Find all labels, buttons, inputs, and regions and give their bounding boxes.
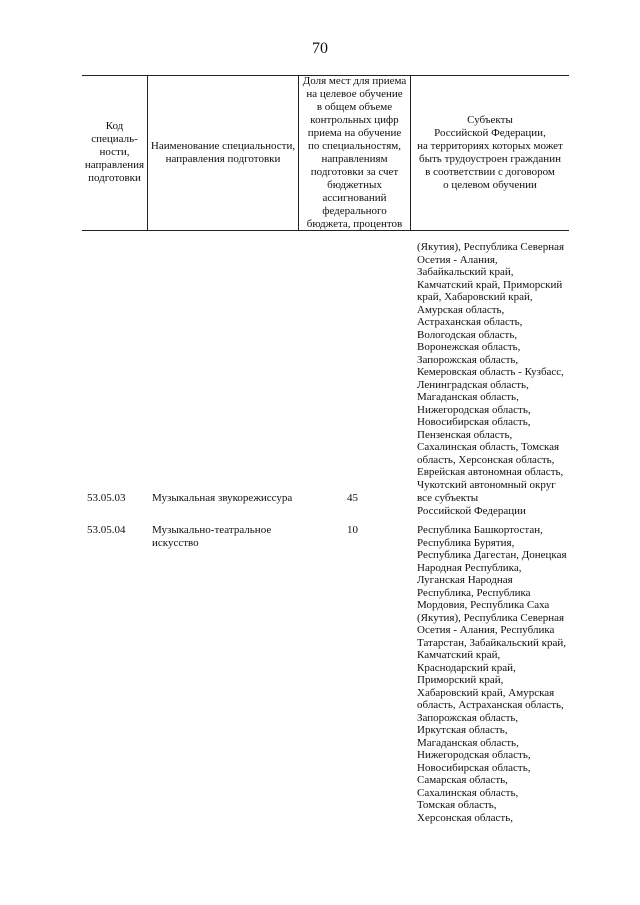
row-1-code: 53.05.03 [87,492,126,504]
row-2-name: Музыкально-театральное искусство [152,524,272,549]
header-name: Наименование специальности, направления подготовки [150,139,296,165]
row-2-subjects: Республика Башкортостан, Республика Бурятия, Республика Дагестан, Донецкая Народная Республика, Луганская Народная Республика, Республика Мордовия, Республика Саха (Якутия), Республика Северная Осетия - Алания, Республика Татарстан, Забайкальский край, Камчатский край, Краснодарский край, Приморский край, Хабаровский край, Амурская область, Астраханская область, Запорожская область, Иркутская область, Магаданская область, Нижегородская область, Новосибирская область, Самарская область, Сахалинская область, Томская область, Херсонская область, [417,524,567,824]
header-subjects: Субъекты Российской Федерации, на территориях которых может быть трудоустроен гражданин в соответствии с договором о целевом обучении [417,113,563,191]
page-number: 70 [312,40,328,57]
row-2-share: 10 [347,524,358,536]
header-code: Код специаль- ности, направления подготовки [84,120,145,184]
continuation-subjects-cell: (Якутия), Республика Северная Осетия - Алания, Забайкальский край, Камчатский край, Приморский край, Хабаровский край, Амурская область, Астраханская область, Вологодская область, Воронежская область, Запорожская область, Кемеровская область - Кузбасс, Ленинградская область, Магаданская область, Нижегородская область, Новосибирская область, Пензенская область, Сахалинская область, Томская область, Херсонская область, Еврейская автономная область, Чукотский автономный округ [417,241,565,491]
row-1-share: 45 [347,492,358,504]
row-1-subjects: все субъекты Российской Федерации [417,492,526,517]
row-1-name: Музыкальная звукорежиссура [152,492,293,504]
header-share: Доля мест для приема на целевое обучение в общем объеме контрольных цифр приема на обучение по специальностям, направлениям подготовки за счет бюджетных ассигнований федерального бюджета, процентов [302,74,407,230]
row-2-code: 53.05.04 [87,524,126,536]
